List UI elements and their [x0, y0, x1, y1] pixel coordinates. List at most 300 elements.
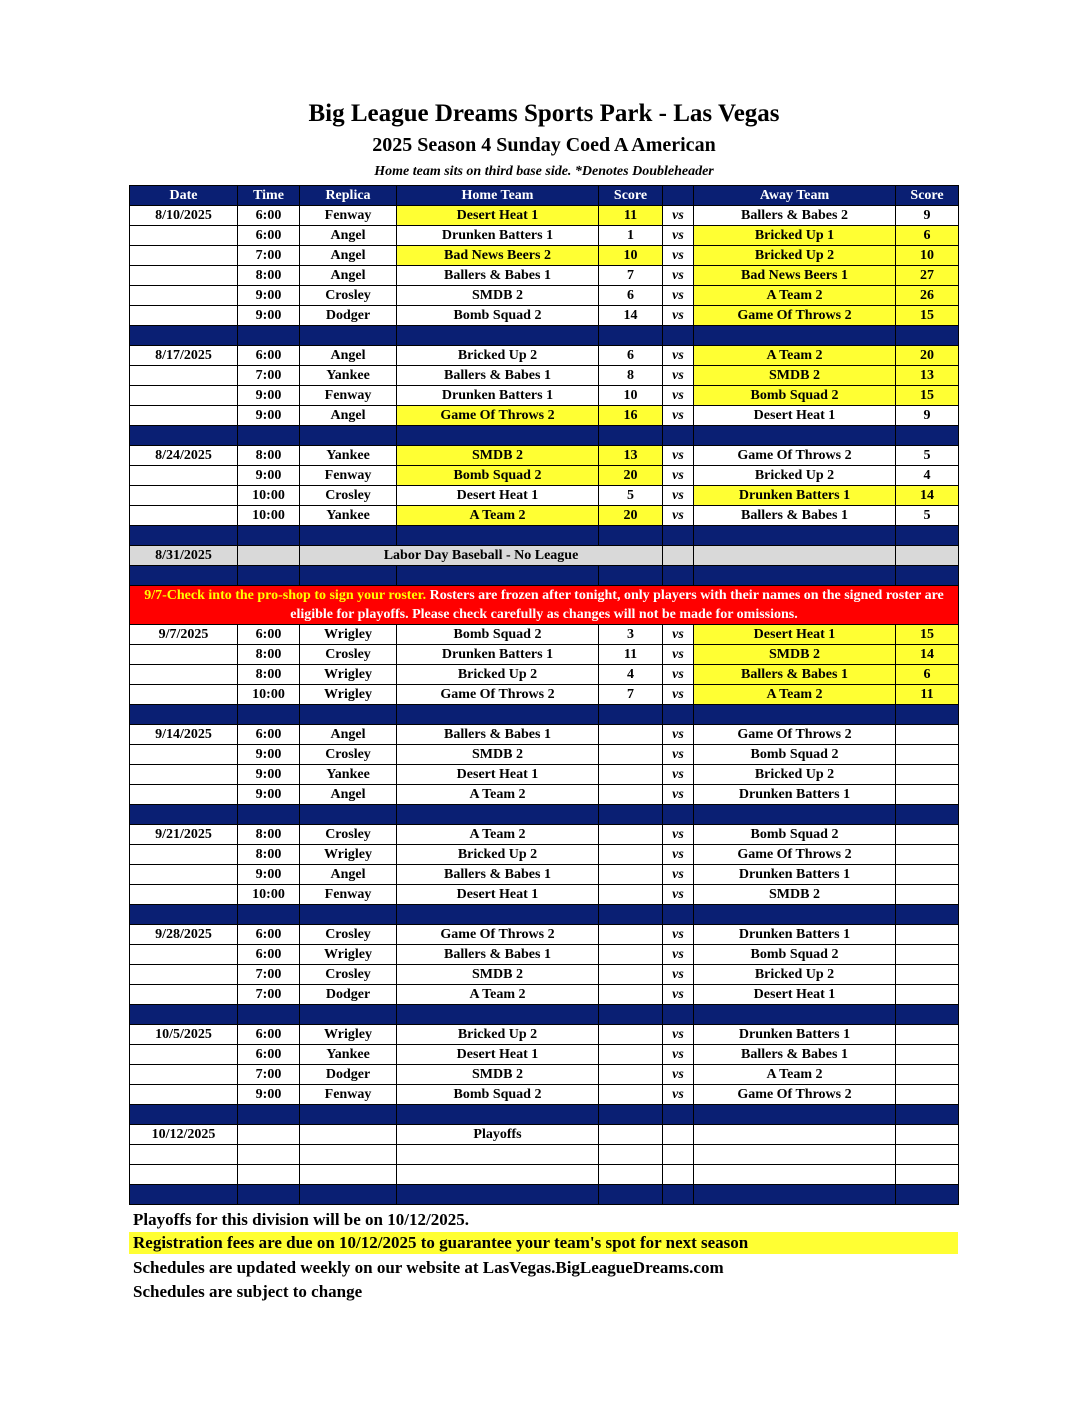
home-score: 7	[599, 685, 663, 705]
separator-cell	[599, 805, 663, 825]
game-time: 8:00	[238, 645, 300, 665]
game-row	[130, 785, 959, 805]
home-score: 4	[599, 665, 663, 685]
game-time: 9:00	[238, 306, 300, 326]
away-team: A Team 2	[694, 286, 896, 306]
game-date	[130, 645, 238, 665]
home-score	[599, 1065, 663, 1085]
away-team: Bricked Up 2	[694, 965, 896, 985]
vs-label: vs	[663, 286, 694, 306]
vs-label: vs	[663, 985, 694, 1005]
vs-label: vs	[663, 685, 694, 705]
footer-website-note: Schedules are updated weekly on our website at LasVegas.BigLeagueDreams.com	[133, 1258, 724, 1277]
home-team: Game Of Throws 2	[397, 925, 599, 945]
home-team: Game Of Throws 2	[397, 406, 599, 426]
game-time: 9:00	[238, 865, 300, 885]
home-score: 20	[599, 506, 663, 526]
separator-cell	[397, 426, 599, 446]
away-team: Bricked Up 2	[694, 466, 896, 486]
away-team: SMDB 2	[694, 885, 896, 905]
separator-cell	[397, 326, 599, 346]
away-team: Desert Heat 1	[694, 625, 896, 645]
away-score: 13	[896, 366, 959, 386]
vs-label: vs	[663, 725, 694, 745]
home-score	[599, 885, 663, 905]
away-team: Ballers & Babes 1	[694, 1045, 896, 1065]
empty-cell	[238, 546, 300, 566]
separator-cell	[896, 805, 959, 825]
separator-cell	[599, 566, 663, 586]
home-team: Bricked Up 2	[397, 1025, 599, 1045]
away-team: Bricked Up 2	[694, 765, 896, 785]
vs-label: vs	[663, 266, 694, 286]
away-score: 6	[896, 226, 959, 246]
separator-cell	[599, 1185, 663, 1205]
game-time: 9:00	[238, 386, 300, 406]
away-team: A Team 2	[694, 1065, 896, 1085]
game-time: 9:00	[238, 1085, 300, 1105]
away-team: Game Of Throws 2	[694, 725, 896, 745]
game-field: Wrigley	[300, 685, 397, 705]
vs-label: vs	[663, 306, 694, 326]
game-time: 7:00	[238, 366, 300, 386]
away-score	[896, 725, 959, 745]
away-team: Ballers & Babes 1	[694, 506, 896, 526]
game-time: 8:00	[238, 266, 300, 286]
empty-cell	[300, 1145, 397, 1165]
home-score	[599, 825, 663, 845]
game-row	[130, 825, 959, 845]
game-time: 7:00	[238, 965, 300, 985]
game-field: Wrigley	[300, 665, 397, 685]
away-score	[896, 785, 959, 805]
game-time: 9:00	[238, 286, 300, 306]
vs-label: vs	[663, 785, 694, 805]
empty-row	[130, 1165, 959, 1185]
game-date	[130, 226, 238, 246]
empty-cell	[694, 546, 896, 566]
game-field: Wrigley	[300, 1025, 397, 1045]
home-score: 3	[599, 625, 663, 645]
home-team: A Team 2	[397, 825, 599, 845]
separator-cell	[397, 566, 599, 586]
week-separator	[130, 1185, 959, 1205]
away-team: Game Of Throws 2	[694, 845, 896, 865]
home-score	[599, 765, 663, 785]
separator-cell	[300, 905, 397, 925]
game-time: 10:00	[238, 885, 300, 905]
separator-cell	[130, 426, 238, 446]
home-team: Desert Heat 1	[397, 206, 599, 226]
game-date	[130, 246, 238, 266]
vs-label: vs	[663, 885, 694, 905]
game-date	[130, 306, 238, 326]
home-score	[599, 1025, 663, 1045]
separator-cell	[896, 326, 959, 346]
separator-cell	[130, 1185, 238, 1205]
game-date: 9/14/2025	[130, 725, 238, 745]
game-field: Dodger	[300, 985, 397, 1005]
week-separator	[130, 905, 959, 925]
vs-label: vs	[663, 825, 694, 845]
game-time: 10:00	[238, 486, 300, 506]
home-score	[599, 845, 663, 865]
away-score: 5	[896, 506, 959, 526]
game-time: 9:00	[238, 785, 300, 805]
home-score: 11	[599, 206, 663, 226]
separator-cell	[599, 705, 663, 725]
vs-label: vs	[663, 366, 694, 386]
separator-cell	[300, 326, 397, 346]
playoffs-date: 10/12/2025	[130, 1125, 238, 1145]
game-time: 6:00	[238, 346, 300, 366]
separator-cell	[397, 526, 599, 546]
home-score: 10	[599, 386, 663, 406]
away-score	[896, 845, 959, 865]
game-row	[130, 1085, 959, 1105]
home-team: Ballers & Babes 1	[397, 945, 599, 965]
home-score: 7	[599, 266, 663, 286]
game-row	[130, 1025, 959, 1045]
header-vs	[663, 186, 694, 206]
game-time: 8:00	[238, 446, 300, 466]
separator-cell	[694, 905, 896, 925]
away-team: Drunken Batters 1	[694, 1025, 896, 1045]
game-date	[130, 965, 238, 985]
home-score: 5	[599, 486, 663, 506]
away-team: Bricked Up 2	[694, 246, 896, 266]
game-date	[130, 406, 238, 426]
game-time: 6:00	[238, 625, 300, 645]
home-team: Bricked Up 2	[397, 346, 599, 366]
separator-cell	[694, 1005, 896, 1025]
separator-cell	[694, 566, 896, 586]
game-date	[130, 386, 238, 406]
game-field: Angel	[300, 725, 397, 745]
game-row	[130, 745, 959, 765]
week-separator	[130, 1105, 959, 1125]
away-score: 10	[896, 246, 959, 266]
game-field: Yankee	[300, 366, 397, 386]
separator-cell	[130, 1005, 238, 1025]
week-separator	[130, 1005, 959, 1025]
game-date	[130, 266, 238, 286]
footer-playoffs-note: Playoffs for this division will be on 10/12/2025.	[133, 1210, 469, 1229]
vs-label: vs	[663, 965, 694, 985]
home-score	[599, 725, 663, 745]
game-row	[130, 685, 959, 705]
game-date	[130, 466, 238, 486]
away-team: Game Of Throws 2	[694, 1085, 896, 1105]
game-time: 7:00	[238, 1065, 300, 1085]
game-field: Yankee	[300, 506, 397, 526]
separator-cell	[130, 326, 238, 346]
away-score	[896, 1025, 959, 1045]
game-row	[130, 446, 959, 466]
away-score: 9	[896, 206, 959, 226]
game-time: 8:00	[238, 825, 300, 845]
away-score	[896, 745, 959, 765]
header-home-team: Home Team	[397, 186, 599, 206]
separator-cell	[663, 326, 694, 346]
separator-cell	[694, 526, 896, 546]
home-team: Bomb Squad 2	[397, 1085, 599, 1105]
home-score: 16	[599, 406, 663, 426]
separator-cell	[397, 1005, 599, 1025]
away-team: Ballers & Babes 2	[694, 206, 896, 226]
home-team: SMDB 2	[397, 1065, 599, 1085]
away-score: 14	[896, 486, 959, 506]
header-away-team: Away Team	[694, 186, 896, 206]
separator-cell	[300, 426, 397, 446]
vs-label: vs	[663, 945, 694, 965]
separator-cell	[238, 805, 300, 825]
game-date	[130, 366, 238, 386]
roster-banner	[130, 586, 959, 625]
home-team: Drunken Batters 1	[397, 645, 599, 665]
vs-label: vs	[663, 1045, 694, 1065]
header-away-score: Score	[896, 186, 959, 206]
vs-label: vs	[663, 865, 694, 885]
game-field: Crosley	[300, 825, 397, 845]
header-home-score: Score	[599, 186, 663, 206]
away-score	[896, 1065, 959, 1085]
away-score	[896, 965, 959, 985]
empty-cell	[130, 1165, 238, 1185]
separator-cell	[397, 705, 599, 725]
away-team: Bomb Squad 2	[694, 945, 896, 965]
home-team: A Team 2	[397, 506, 599, 526]
home-score	[599, 865, 663, 885]
game-time: 6:00	[238, 226, 300, 246]
away-score	[896, 765, 959, 785]
game-row	[130, 286, 959, 306]
vs-label: vs	[663, 466, 694, 486]
separator-cell	[896, 905, 959, 925]
vs-label: vs	[663, 645, 694, 665]
game-field: Fenway	[300, 386, 397, 406]
game-field: Dodger	[300, 1065, 397, 1085]
separator-cell	[663, 1105, 694, 1125]
game-date	[130, 1065, 238, 1085]
away-team: Bomb Squad 2	[694, 825, 896, 845]
separator-cell	[130, 526, 238, 546]
away-score: 15	[896, 625, 959, 645]
away-score: 20	[896, 346, 959, 366]
game-date	[130, 945, 238, 965]
home-team: SMDB 2	[397, 286, 599, 306]
page-subtitle: 2025 Season 4 Sunday Coed A American	[372, 134, 716, 156]
vs-label: vs	[663, 745, 694, 765]
game-date	[130, 885, 238, 905]
game-row	[130, 486, 959, 506]
separator-cell	[300, 526, 397, 546]
home-score: 10	[599, 246, 663, 266]
schedule-table	[129, 185, 959, 1205]
away-score	[896, 925, 959, 945]
playoffs-label: Playoffs	[397, 1125, 599, 1145]
separator-cell	[663, 705, 694, 725]
game-time: 6:00	[238, 206, 300, 226]
game-time: 6:00	[238, 725, 300, 745]
separator-cell	[300, 566, 397, 586]
game-time: 8:00	[238, 665, 300, 685]
home-team: Desert Heat 1	[397, 486, 599, 506]
empty-cell	[694, 1145, 896, 1165]
week-separator	[130, 326, 959, 346]
game-row	[130, 965, 959, 985]
separator-cell	[130, 805, 238, 825]
away-score: 27	[896, 266, 959, 286]
away-score	[896, 945, 959, 965]
separator-cell	[599, 426, 663, 446]
away-team: SMDB 2	[694, 366, 896, 386]
separator-cell	[694, 1185, 896, 1205]
game-date	[130, 745, 238, 765]
away-team: Bricked Up 1	[694, 226, 896, 246]
game-date	[130, 1085, 238, 1105]
home-score: 13	[599, 446, 663, 466]
game-field: Wrigley	[300, 625, 397, 645]
week-separator	[130, 526, 959, 546]
home-team: Ballers & Babes 1	[397, 725, 599, 745]
home-team: Bricked Up 2	[397, 845, 599, 865]
separator-cell	[397, 1185, 599, 1205]
away-score: 6	[896, 665, 959, 685]
game-row	[130, 506, 959, 526]
empty-cell	[397, 1145, 599, 1165]
away-score: 11	[896, 685, 959, 705]
footer-change-note: Schedules are subject to change	[133, 1282, 363, 1301]
roster-banner-highlight: 9/7-Check into the pro-shop to sign your roster.	[144, 588, 427, 603]
game-field: Crosley	[300, 486, 397, 506]
separator-cell	[599, 1105, 663, 1125]
game-field: Angel	[300, 266, 397, 286]
game-date	[130, 865, 238, 885]
game-date	[130, 985, 238, 1005]
away-score	[896, 1085, 959, 1105]
home-score	[599, 745, 663, 765]
game-time: 6:00	[238, 925, 300, 945]
separator-cell	[694, 1105, 896, 1125]
game-field: Crosley	[300, 645, 397, 665]
vs-label: vs	[663, 625, 694, 645]
game-date	[130, 665, 238, 685]
home-score	[599, 1045, 663, 1065]
away-team: A Team 2	[694, 685, 896, 705]
roster-banner-row	[130, 586, 959, 625]
separator-cell	[896, 566, 959, 586]
game-row	[130, 346, 959, 366]
vs-label: vs	[663, 1065, 694, 1085]
away-team: Desert Heat 1	[694, 985, 896, 1005]
separator-cell	[238, 566, 300, 586]
game-time: 10:00	[238, 506, 300, 526]
home-score	[599, 965, 663, 985]
home-team: SMDB 2	[397, 965, 599, 985]
separator-cell	[663, 526, 694, 546]
home-team: Bricked Up 2	[397, 665, 599, 685]
vs-label: vs	[663, 406, 694, 426]
game-field: Dodger	[300, 306, 397, 326]
separator-cell	[238, 526, 300, 546]
away-team: Drunken Batters 1	[694, 865, 896, 885]
game-field: Yankee	[300, 446, 397, 466]
empty-cell	[896, 1145, 959, 1165]
home-score	[599, 945, 663, 965]
game-date	[130, 765, 238, 785]
game-row	[130, 466, 959, 486]
separator-cell	[300, 805, 397, 825]
empty-cell	[663, 1145, 694, 1165]
separator-cell	[397, 905, 599, 925]
game-date	[130, 845, 238, 865]
separator-cell	[599, 1005, 663, 1025]
game-field: Crosley	[300, 925, 397, 945]
vs-label: vs	[663, 446, 694, 466]
vs-label: vs	[663, 206, 694, 226]
empty-cell	[896, 546, 959, 566]
away-team: Game Of Throws 2	[694, 446, 896, 466]
home-team: Bomb Squad 2	[397, 466, 599, 486]
game-date: 9/21/2025	[130, 825, 238, 845]
game-field: Yankee	[300, 765, 397, 785]
empty-cell	[300, 1125, 397, 1145]
table-header-row	[130, 186, 959, 206]
away-score	[896, 825, 959, 845]
separator-cell	[663, 805, 694, 825]
separator-cell	[694, 805, 896, 825]
week-separator	[130, 566, 959, 586]
vs-label: vs	[663, 226, 694, 246]
home-team: SMDB 2	[397, 745, 599, 765]
separator-cell	[238, 705, 300, 725]
away-team: Bomb Squad 2	[694, 386, 896, 406]
week-separator	[130, 705, 959, 725]
empty-cell	[896, 1165, 959, 1185]
away-score	[896, 885, 959, 905]
header-date: Date	[130, 186, 238, 206]
game-date: 8/24/2025	[130, 446, 238, 466]
away-team: Drunken Batters 1	[694, 486, 896, 506]
separator-cell	[599, 526, 663, 546]
empty-cell	[896, 1125, 959, 1145]
away-team: Drunken Batters 1	[694, 785, 896, 805]
game-row	[130, 645, 959, 665]
home-score	[599, 925, 663, 945]
empty-row	[130, 1145, 959, 1165]
vs-label: vs	[663, 346, 694, 366]
empty-cell	[238, 1125, 300, 1145]
home-team: Desert Heat 1	[397, 885, 599, 905]
game-time: 9:00	[238, 765, 300, 785]
game-row	[130, 945, 959, 965]
week-separator	[130, 426, 959, 446]
home-team: Drunken Batters 1	[397, 226, 599, 246]
empty-cell	[599, 1125, 663, 1145]
away-team: Desert Heat 1	[694, 406, 896, 426]
away-score: 15	[896, 386, 959, 406]
home-score: 14	[599, 306, 663, 326]
separator-cell	[896, 526, 959, 546]
home-team: Game Of Throws 2	[397, 685, 599, 705]
home-score: 11	[599, 645, 663, 665]
game-row	[130, 865, 959, 885]
game-field: Angel	[300, 785, 397, 805]
game-date	[130, 286, 238, 306]
game-field: Crosley	[300, 965, 397, 985]
separator-cell	[397, 1105, 599, 1125]
